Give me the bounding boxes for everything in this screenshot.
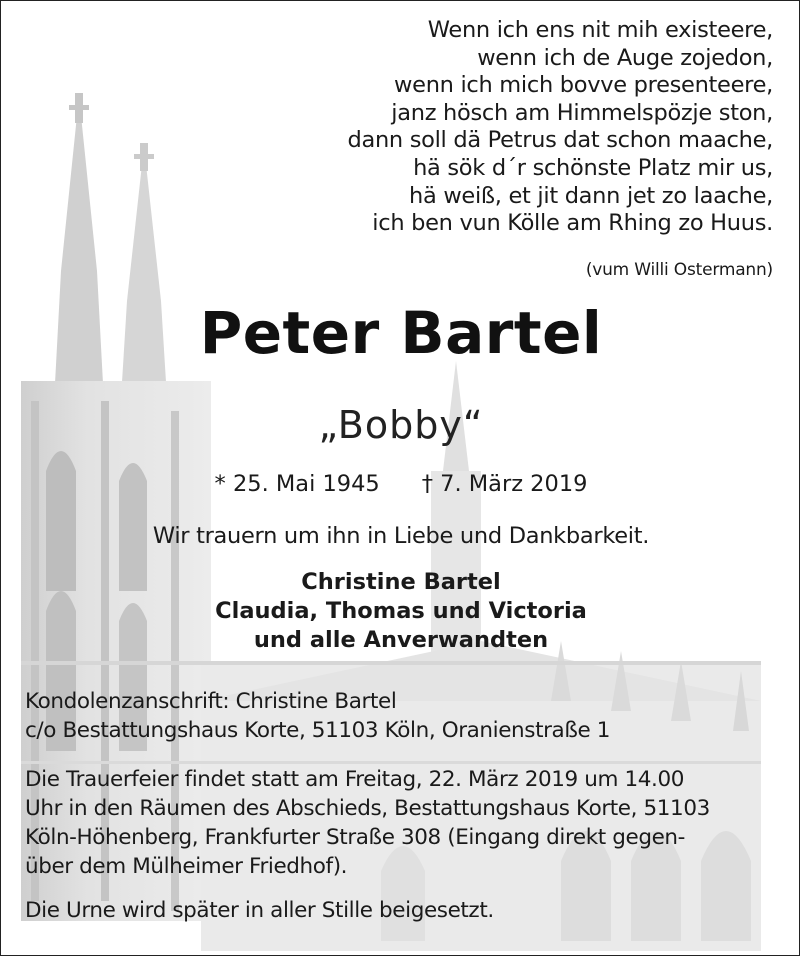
poem xyxy=(213,17,773,238)
poem-line: ich ben vun Kölle am Rhing zo Huus. xyxy=(372,210,773,237)
family-line: Christine Bartel xyxy=(301,569,501,595)
family-line: und alle Anverwandten xyxy=(253,627,549,653)
mourning-text: Wir trauern um ihn in Liebe und Dankbarkeit. xyxy=(152,523,650,549)
poem-line: hä sök d´r schönste Platz mir us, xyxy=(413,154,773,181)
deceased-name: Peter Bartel xyxy=(199,299,603,367)
condolence-line: c/o Bestattungshaus Korte, 51103 Köln, Oranienstraße 1 xyxy=(25,718,611,743)
poem-line: wenn ich mich bovve presenteere, xyxy=(394,72,773,99)
ceremony-line: Die Trauerfeier findet statt am Freitag, 22. März 2019 um 14.00 xyxy=(25,767,685,792)
ceremony-line: Uhr in den Räumen des Abschieds, Bestattungshaus Korte, 51103 xyxy=(25,796,710,821)
poem-author: (vum Willi Ostermann) xyxy=(585,260,773,280)
deceased-nickname: „Bobby“ xyxy=(318,403,484,447)
poem-line: hä weiß, et jit dann jet zo laache, xyxy=(409,182,773,209)
family-line: Claudia, Thomas und Victoria xyxy=(215,598,587,624)
condolence-address xyxy=(25,687,785,745)
poem-line: wenn ich de Auge zojedon, xyxy=(477,44,773,71)
life-dates xyxy=(1,471,800,497)
ceremony-line: über dem Mülheimer Friedhof). xyxy=(25,854,348,879)
birth-date: * 25. Mai 1945 xyxy=(214,471,380,497)
urn-note: Die Urne wird später in aller Stille beigesetzt. xyxy=(25,898,494,923)
poem-line: dann soll dä Petrus dat schon maache, xyxy=(347,127,773,154)
death-date: † 7. März 2019 xyxy=(421,471,588,497)
ceremony-details xyxy=(25,765,785,881)
poem-line: Wenn ich ens nit mih existeere, xyxy=(427,17,773,43)
ceremony-line: Köln-Höhenberg, Frankfurter Straße 308 (Eingang direkt gegen- xyxy=(25,825,685,850)
poem-line: janz hösch am Himmelspözje ston, xyxy=(391,99,773,126)
family-names xyxy=(1,568,800,655)
condolence-line: Kondolenzanschrift: Christine Bartel xyxy=(25,689,397,714)
